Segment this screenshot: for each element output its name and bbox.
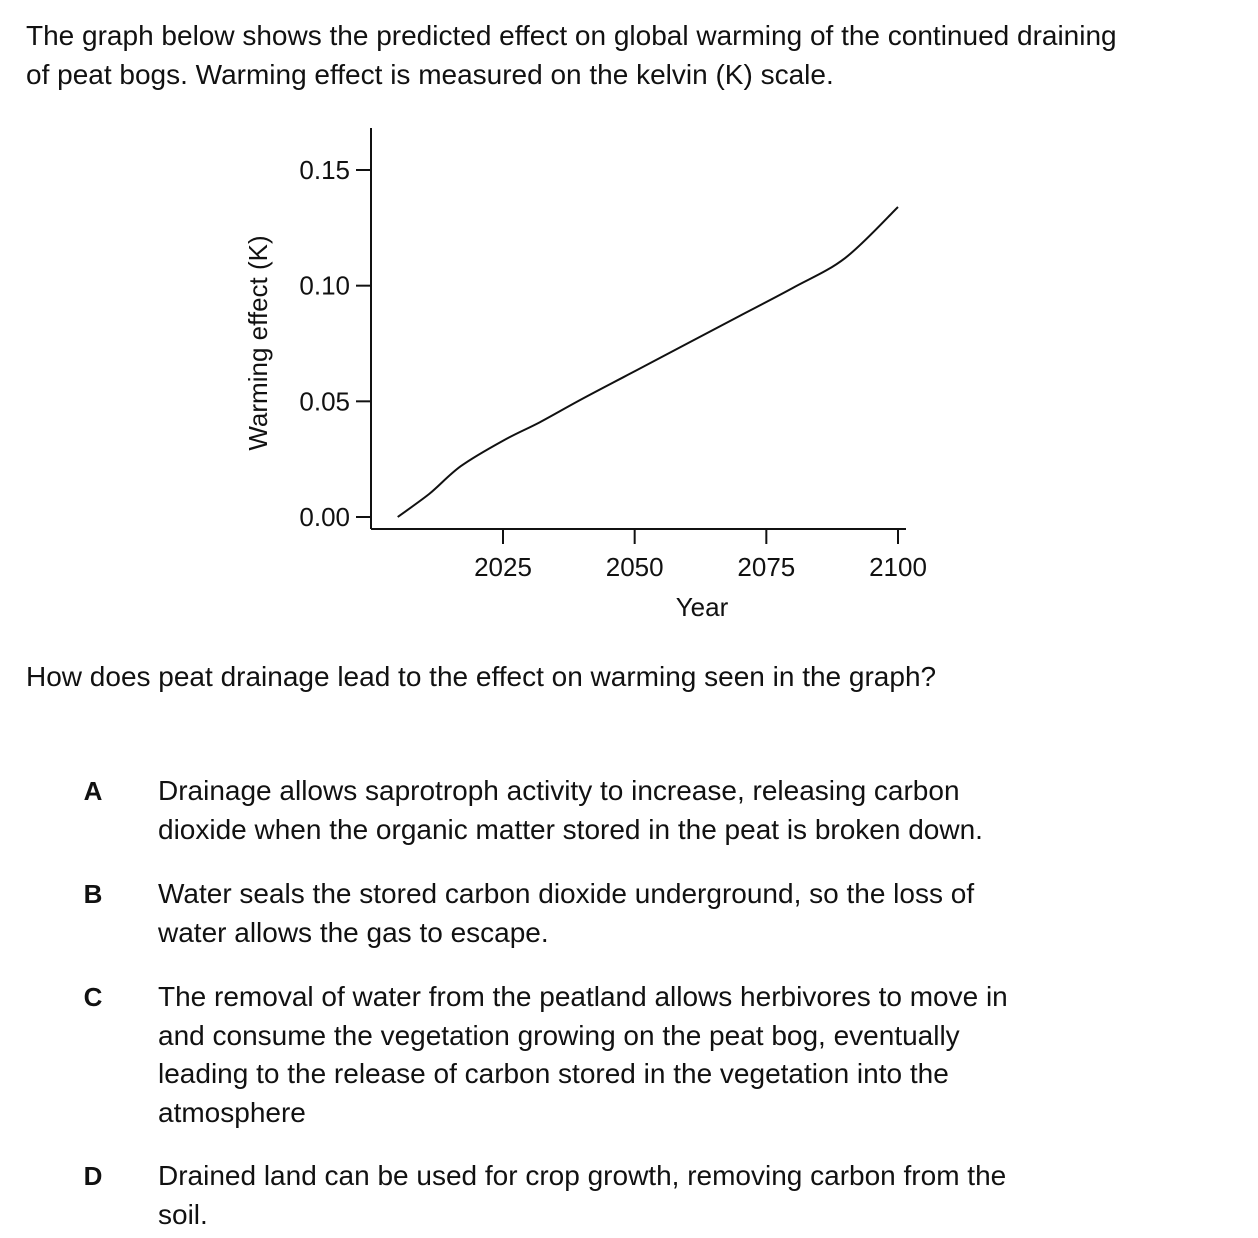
- option-c-line-3: leading to the release of carbon stored in the vegetation into the: [158, 1058, 949, 1089]
- y-axis-label: Warming effect (K): [243, 235, 273, 451]
- y-tick-label: 0.00: [299, 502, 350, 532]
- option-c-text: [158, 978, 1238, 1132]
- option-a-line-2: dioxide when the organic matter stored in the peat is broken down.: [158, 813, 983, 845]
- chart-axes: [371, 128, 906, 529]
- question-text: How does peat drainage lead to the effect on warming seen in the graph?: [26, 661, 937, 692]
- option-d-line-1: Drained land can be used for crop growth, removing carbon from the: [158, 1160, 1007, 1191]
- y-tick-label: 0.15: [299, 155, 350, 185]
- x-tick-label: 2075: [737, 552, 796, 582]
- y-tick-label: 0.10: [299, 270, 350, 301]
- x-tick-label: 2050: [605, 552, 664, 582]
- x-ticks: [474, 529, 927, 582]
- x-tick-label: 2025: [474, 552, 532, 582]
- y-tick-label: 0.05: [299, 386, 350, 417]
- intro-line-1: The graph below shows the predicted effect on global warming of the continued draining: [26, 20, 1117, 51]
- option-a-line-1: Drainage allows saprotroph activity to increase, releasing carbon: [158, 775, 960, 806]
- intro-line-2: of peat bogs. Warming effect is measured on the kelvin (K) scale.: [26, 59, 834, 90]
- option-b-line-2: water allows the gas to escape.: [158, 916, 549, 948]
- option-c-line-1: The removal of water from the peatland allows herbivores to move in: [158, 981, 1008, 1012]
- option-a-text: [158, 772, 1238, 849]
- option-d-letter: D: [83, 1161, 103, 1191]
- option-b-letter: B: [83, 879, 103, 909]
- option-c-line-4: atmosphere: [158, 1096, 306, 1128]
- x-axis-label: Year: [675, 592, 729, 622]
- option-c-line-2: and consume the vegetation growing on the peat bog, eventually: [158, 1019, 960, 1051]
- option-b-line-1: Water seals the stored carbon dioxide underground, so the loss of: [158, 878, 975, 909]
- option-d-text: [158, 1157, 1238, 1234]
- option-a-letter: A: [83, 776, 103, 806]
- series-line: [398, 207, 898, 517]
- option-c-letter: C: [83, 982, 103, 1012]
- x-tick-label: 2100: [869, 552, 927, 582]
- y-ticks: [299, 155, 371, 532]
- option-d-line-2: soil.: [158, 1198, 208, 1230]
- option-b-text: [158, 875, 1238, 952]
